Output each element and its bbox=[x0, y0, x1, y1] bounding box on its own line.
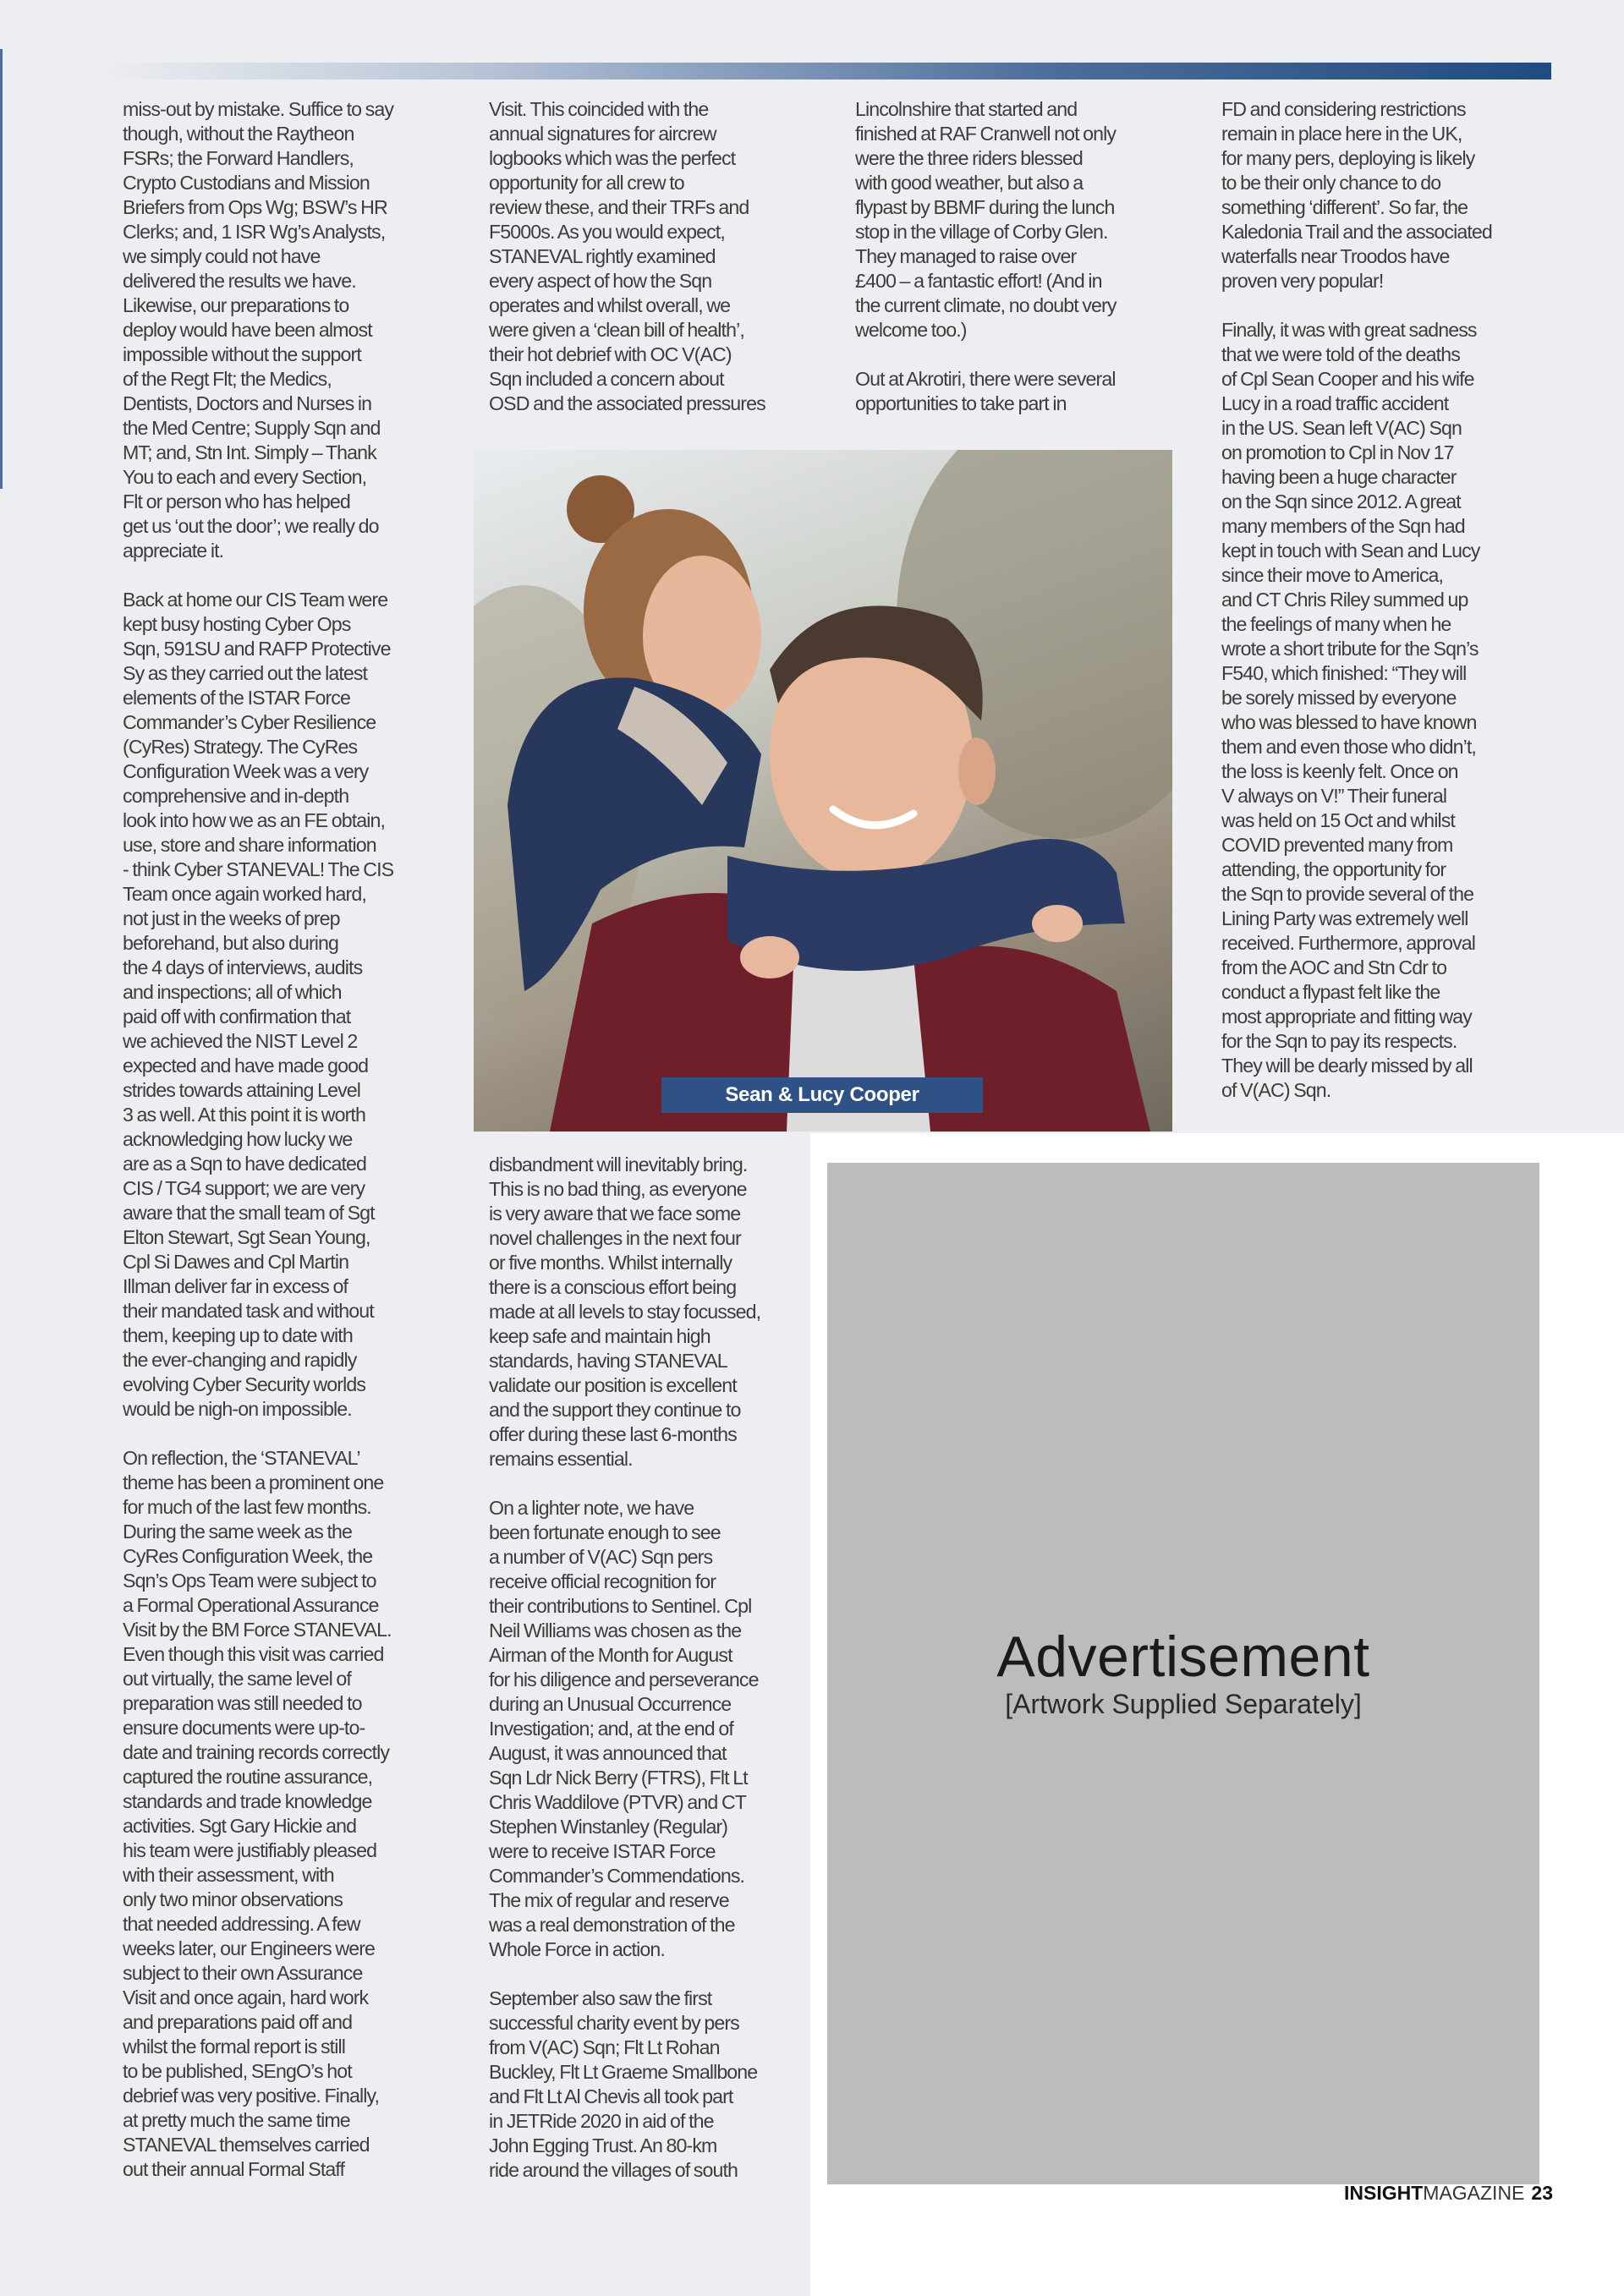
paragraph: miss-out by mistake. Suffice to say though, without the Raytheon FSRs; the Forward Handlers, Crypto Custodians and Mission Briefers from Ops Wg; BSW’s HR Clerks; and, 1 ISR Wg’s Analysts, we simply could not have delivered the results we have. Likewise, our preparations to deploy would have been almost impossible without the support of the Regt Flt; the Medics, Dentists, Doctors and Nurses in the Med Centre; Supply Sqn and MT; and, Stn Int. Simply – Thank You to each and every Section, Flt or person who has helped get us ‘out the door’; we really do appreciate it. bbox=[123, 98, 394, 562]
advertisement-subtitle: [Artwork Supplied Separately] bbox=[1005, 1689, 1362, 1719]
advertisement-placeholder bbox=[827, 1163, 1539, 2184]
photo-caption: Sean & Lucy Cooper bbox=[661, 1077, 983, 1113]
article-column-2-bottom bbox=[489, 1153, 802, 2183]
footer-magazine: MAGAZINE bbox=[1423, 2182, 1525, 2204]
paragraph: disbandment will inevitably bring. This is no bad thing, as everyone is very aware that we face some novel challenges in the next four or five months. Whilst internally there is a conscious effort being made at all levels to stay focussed, keep safe and maintain high standards, having STANEVAL validate our position is excellent and the support they continue to offer during these last 6-months remains essential. bbox=[489, 1153, 761, 1470]
footer-brand: INSIGHT bbox=[1344, 2182, 1424, 2204]
paragraph: FD and considering restrictions remain in place here in the UK, for many pers, deploying is likely to be their only chance to do something ‘different’. So far, the Kaledonia Trail and the associated waterfalls near Troodos have proven very popular! bbox=[1221, 98, 1492, 292]
paragraph: Lincolnshire that started and finished at RAF Cranwell not only were the three riders blessed with good weather, but also a flypast by BBMF during the lunch stop in the village of Corby Glen. They managed to raise over £400 – a fantastic effort! (And in the current climate, no doubt very welcome too.) bbox=[855, 98, 1116, 341]
article-column-2-top bbox=[489, 97, 802, 416]
paragraph: Out at Akrotiri, there were several opportunities to take part in bbox=[855, 368, 1116, 414]
advertisement-title: Advertisement bbox=[996, 1625, 1370, 1689]
page-footer bbox=[1344, 2182, 1553, 2205]
article-column-4 bbox=[1221, 97, 1551, 1103]
paragraph: On a lighter note, we have been fortunate enough to see a number of V(AC) Sqn pers receive official recognition for their contributions to Sentinel. Cpl Neil Williams was chosen as the Airman of the Month for August for his diligence and perseverance during an Unusual Occurrence Investigation; and, at the end of August, it was announced that Sqn Ldr Nick Berry (FTRS), Flt Lt Chris Waddilove (PTVR) and CT Stephen Winstanley (Regular) were to receive ISTAR Force Commander’s Commendations. The mix of regular and reserve was a real demonstration of the Whole Force in action. bbox=[489, 1497, 759, 1960]
paragraph: Back at home our CIS Team were kept busy hosting Cyber Ops Sqn, 591SU and RAFP Protective Sy as they carried out the latest elements of the ISTAR Force Commander’s Cyber Resilience (CyRes) Strategy. The CyRes Configuration Week was a very comprehensive and in-depth look into how we as an FE obtain, use, store and share information - think Cyber STANEVAL! The CIS Team once again worked hard, not just in the weeks of prep beforehand, but also during the 4 days of interviews, audits and inspections; all of which paid off with confirmation that we achieved the NIST Level 2 expected and have made good strides towards attaining Level 3 as well. At this point it is worth acknowledging how lucky we are as a Sqn to have dedicated CIS / TG4 support; we are very aware that the small team of Sgt Elton Stewart, Sgt Sean Young, Cpl Si Dawes and Cpl Martin Illman deliver far in excess of their mandated task and without them, keeping up to date with the ever-changing and rapidly evolving Cyber Security worlds would be nigh-on impossible. bbox=[123, 589, 394, 1420]
couple-photo bbox=[474, 450, 1172, 1132]
page-number: 23 bbox=[1531, 2182, 1553, 2204]
paragraph: On reflection, the ‘STANEVAL’ theme has been a prominent one for much of the last few months. During the same week as the CyRes Configuration Week, the Sqn’s Ops Team were subject to a Formal Operational Assurance Visit by the BM Force STANEVAL. Even though this visit was carried out virtually, the same level of preparation was still needed to ensure documents were up-to- date and training records correctly captured the routine assurance, standards and trade knowledge activities. Sgt Gary Hickie and his team were justifiably pleased with their assessment, with only two minor observations that needed addressing. A few weeks later, our Engineers were subject to their own Assurance Visit and once again, hard work and preparations paid off and whilst the formal report is still to be published, SEngO’s hot debrief was very positive. Finally, at pretty much the same time STANEVAL themselves carried out their annual Formal Staff bbox=[123, 1447, 392, 2180]
article-column-1 bbox=[123, 97, 436, 2182]
paragraph: Visit. This coincided with the annual signatures for aircrew logbooks which was the perfect opportunity for all crew to review these, and their TRFs and F5000s. As you would expect, STANEVAL rightly examined every aspect of how the Sqn operates and whilst overall, we were given a ‘clean bill of health’, their hot debrief with OC V(AC) Sqn included a concern about OSD and the associated pressures bbox=[489, 98, 765, 414]
article-column-3 bbox=[855, 97, 1185, 416]
paragraph: September also saw the first successful charity event by pers from V(AC) Sqn; Flt Lt Rohan Buckley, Flt Lt Graeme Smallbone and Flt Lt Al Chevis all took part in JETRide 2020 in aid of the John Egging Trust. An 80-km ride around the villages of south bbox=[489, 1987, 758, 2181]
photo-illustration bbox=[474, 450, 1172, 1132]
paragraph: Finally, it was with great sadness that we were told of the deaths of Cpl Sean Cooper and his wife Lucy in a road traffic accident in the US. Sean left V(AC) Sqn on promotion to Cpl in Nov 17 having been a huge character on the Sqn since 2012. A great many members of the Sqn had kept in touch with Sean and Lucy since their move to America, and CT Chris Riley summed up the feelings of many when he wrote a short tribute for the Sqn’s F540, which finished: “They will be sorely missed by everyone who was blessed to have known them and even those who didn’t, the loss is keenly felt. Once on V always on V!” Their funeral was held on 15 Oct and whilst COVID prevented many from attending, the opportunity for the Sqn to provide several of the Lining Party was extremely well received. Furthermore, approval from the AOC and Stn Cdr to conduct a flypast felt like the most appropriate and fitting way for the Sqn to pay its respects. They will be dearly missed by all of V(AC) Sqn. bbox=[1221, 319, 1480, 1101]
header-gradient-bar bbox=[102, 63, 1551, 79]
left-edge-accent bbox=[0, 49, 3, 489]
